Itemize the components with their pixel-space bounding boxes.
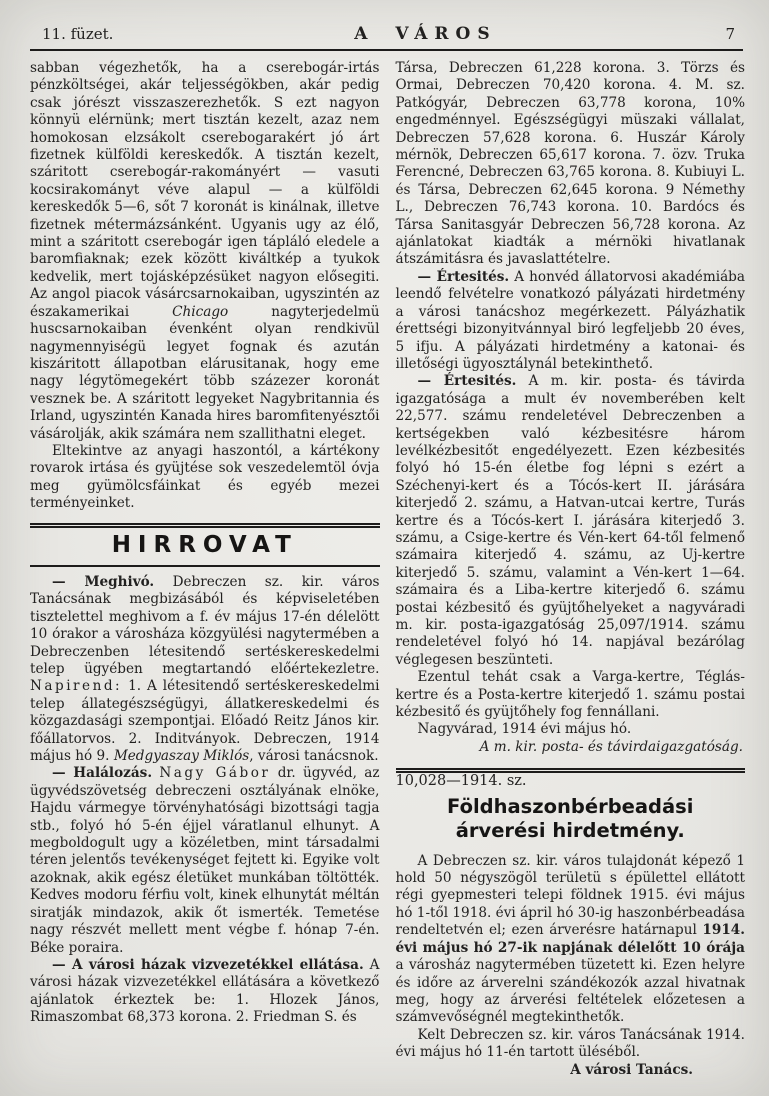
news-item-ertesites-2 [396, 373, 746, 669]
page-header [0, 0, 769, 47]
notice-body-paragraph [396, 853, 746, 1027]
body-text: sabban végezhetők, ha a cserebogár-irtás pénzköltségei, akár teljességökben, akár pedig csak jórészt visszaszerezhetők. S ezt nagyon könnyü elérnünk; mert tisztán kezelt, azaz nem homokosan elzsákolt cserebogarakért jó árt fizetnek külföldi kereskedők. A tisztán kezelt, száritott cserebogár-rakományért — vasuti kocsirakományt véve alapul — a külföldi kereskedők 5—6, sőt 7 koronát is kinálnak, illetve fizetnek métermázsánként. Ugyanis ugy az élő, mint a száritott cserebogár igen tápláló eledele a baromfiaknak; ezek között kiváltkép a tyukok kedvelik, mert tojásképzésüket nagyon elősegiti. Az angol piacok vásárcsarnokaiban, ugyszintén az északamerikai [30, 60, 380, 320]
page-number: 7 [725, 25, 735, 43]
news-lead: — A városi házak vizvezetékkel ellátása. [52, 956, 364, 973]
rubric-title: HIRROVAT [111, 531, 298, 558]
paragraph-ezentul: Ezentul tehát csak a Varga-kertre, Téglás-kertre és a Posta-kertre kiterjedő 1. számu postai kézbesitő és gyüjtőhely fog fennállani. [395, 669, 745, 721]
signature-post-directorate: A m. kir. posta- és távirdaigazgatóság. [479, 738, 743, 755]
news-lead: — Értesités. [417, 373, 517, 390]
body-text: A m. kir. posta- és távirda igazgatósága a mult év novemberében kelt 22,577. számu rendeletével Debreczenben a kertségekben való kézbesitésre három levélkézbesitőt engedélyezett. Ezen kézbesités folyó hó 15-én életbe fog lépni s ezért a Széchenyi-kert és a Tócós-kert II. járására kiterjedő 2. számu, a Hatvan-utcai kertre, Turás kertre és a Tócós-kert I. járására kiterjedő 3. számu, a Csige-kertre és Vén-kert 64-től felmenő számaira kiterjedő 4. számu, az Uj-kertre kiterjedő 5. számu, valamint a Vén-kert 1—64. számaira és a Liba-kertre kiterjedő 6. számu postai kézbesitő és gyüjtőhelyeket a nagyváradi m. kir. posta-igazgatóság 25,097/1914. számu rendeletével folyó hó 14. napjával bezárólag véglegesen beszünteti. [395, 373, 745, 668]
body-text: A Debreczen sz. kir. város tulajdonát képező 1 hold 50 négyszögöl területü s épülettel ellátott régi gyepmesteri telepi földnek 1915. évi május hó 1-től 1918. évi ápril hó 30-ig haszonbérbeadása rendeltetvén el; ezen árverésre határnapul [395, 852, 745, 939]
body-text: a városház nagytermében tüzetett ki. Ezen helyre és időre az árverelni szándékozók azzal hivatnak meg, hogy az árverési feltételek előzetesen a számvevőségnél megtekinthetők. [395, 957, 745, 1026]
notice-file-number: 10,028—1914. sz. [395, 773, 527, 790]
issue-number: 11. füzet. [42, 25, 114, 43]
news-lead: — Meghivó. [52, 573, 155, 590]
news-item-ertesites-1 [396, 269, 746, 373]
paragraph-benefits: Eltekintve az anyagi haszontól, a kártékony rovarok irtása és gyüjtése sok veszedelemtöl óvja meg gyümölcsfáinkat és egyéb mezei terményeinket. [30, 442, 380, 512]
body-text: A honvéd állatorvosi akadémiába leendő felvételre vonatkozó pályázati hirdetmény a városi tanácshoz megérkezett. Pályázhatik érettségi bizonyitvánnyal biró legfeljebb 20 éves, 5 ifju. A pályázati hirdetmény a katonai- és illetőségi ügyosztálynál betekinthető. [395, 268, 745, 372]
body-text: , városi tanácsnok. [249, 748, 379, 765]
masthead-title: A VÁROS [354, 24, 497, 44]
body-text: nagyterjedelmü huscsarnokaiban évenként olyan rendkivül nagymennyiségü legyet fognak és azután kiszáritott állapotban elárusitanak, hogy eme nagy légytömegekért több százezer koronát vesznek be. A száritott legyeket Nagybritannia és Irland, ugyszintén Kanada hires baromfitenyésztői vásárolják, akik számára nem szallithatni eleget. [30, 303, 380, 442]
notice-title: Földhaszonbérbeadási árverési hirdetmény. [447, 794, 694, 842]
spaced-word: Napirend: [30, 678, 123, 695]
body-text: 1. A létesitendő sertéskereskedelmi telep állategészségügyi, állatkereskedelmi és közgazdasági szempontjai. Előadó Reitz János kir. főállatorvos. 2. Inditványok. Debreczen, 1914 május hó 9. [30, 678, 380, 765]
paragraph-kelt: Kelt Debreczen sz. kir. város Tanácsának 1914. évi május hó 11-én tartott üléséből. [395, 1026, 745, 1061]
auction-date-bold: 1914. évi május hó 27-ik napjának délelőtt 10 órája [395, 922, 745, 956]
right-column [396, 60, 746, 1079]
body-text: Debreczen sz. kir. város Tanácsának megbizásából és képviseletében tisztelettel meghivom a f. év május 17-én délelött 10 órakor a városháza közgyülési nagytermében a Debreczenben létesitendő sertéskereskedelmi telep ügyében megtartandó előértekezletre. [30, 573, 380, 677]
signature-city-council: A városi Tanács. [570, 1061, 693, 1078]
left-column [30, 60, 380, 1079]
news-rubric-header [30, 523, 380, 567]
news-lead: — Halálozás. [52, 765, 153, 782]
news-item-meghivo [30, 574, 380, 765]
offers-continuation-paragraph: Társa, Debreczen 61,228 korona. 3. Törzs és Ormai, Debreczen 70,420 korona. 4. M. sz. Patkógyár, Debreczen 63,778 korona, 10% engedménnyel. Egészségügyi müszaki vállalat, Debreczen 57,628 korona. 6. Huszár Károly mérnök, Debreczen 65,617 korona. 7. özv. Truka Ferencné, Debreczen 63,765 korona. 8. Kubiuyi L. és Társa, Debreczen 62,645 korona. 9 Némethy L., Debreczen 76,743 korona. 10. Bardócs és Társa Sanitasgyár Debreczen 56,728 korona. Az ajánlatokat kiadták a mérnöki hivatlanak átszámitásra és javaslattételre. [395, 60, 745, 268]
news-item-vizvezetek [30, 957, 380, 1027]
body-text: A városi házak vizvezetékkel ellátására a következő ajánlatok érkeztek be: 1. Hlozek János, Rimaszombat 68,373 korona. 2. Friedman S. és [30, 956, 380, 1026]
news-lead: — Értesités. [417, 268, 510, 285]
person-name-spaced: Nagy Gábor [159, 765, 271, 782]
dateline: Nagyvárad, 1914 évi május hó. [417, 721, 632, 738]
article-continuation-paragraph [30, 60, 380, 443]
italic-word: Chicago [172, 303, 229, 320]
content-columns [0, 51, 769, 1079]
news-item-halalozas [30, 765, 380, 956]
body-text: dr. ügyvéd, az ügyvédszövetség debreczeni osztályának elnöke, Hajdu vármegye törvényhatósági bizottsági tagja stb., folyó hó 5-én éjjel váratlanul elhunyt. A megboldogult ugy a közéletben, mint társadalmi téren jelentős tevékenységet fejtett ki. Egyike volt azoknak, akik egész életüket munkában töltötték. Kedves modoru férfiu volt, kinek elhunytát méltán siratják mindazok, akik őt ismerték. Temetése nagy részvét mellett ment végbe f. hónap 7-én. Béke poraira. [30, 765, 380, 956]
person-name-italic: Medgyaszay Miklós [113, 748, 250, 765]
